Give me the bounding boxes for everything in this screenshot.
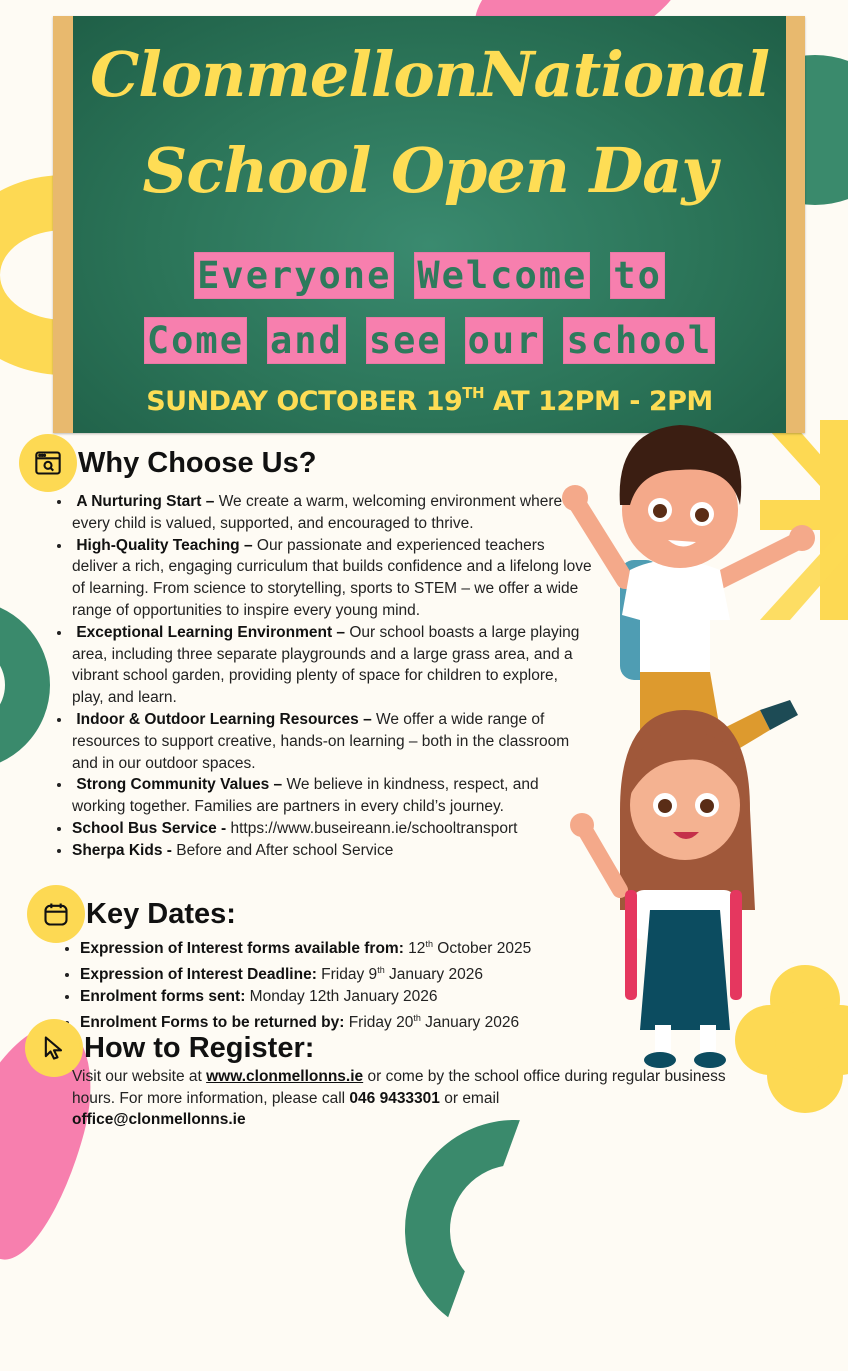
item-label: School Bus Service - bbox=[72, 819, 227, 837]
date-ordinal: TH bbox=[462, 384, 485, 402]
decor-green-arc bbox=[0, 600, 50, 770]
banner-word: to bbox=[610, 252, 665, 299]
item-text: We believe in kindness, respect, and working together. Families are partners in every child’s journey. bbox=[72, 776, 539, 816]
bus-service-url: https://www.buseireann.ie/schooltransport bbox=[226, 819, 518, 837]
why-choose-us-heading bbox=[22, 437, 316, 489]
banner-word: our bbox=[465, 317, 544, 364]
item-text: Our passionate and experienced teachers deliver a rich, engaging curriculum that builds confidence and a lifelong love of learning. From science to storytelling, sports to STEM – we offer a wide range of opportunities to inspire every young mind. bbox=[72, 536, 592, 619]
list-item bbox=[72, 622, 592, 709]
item-label: High-Quality Teaching – bbox=[76, 536, 253, 554]
date-ordinal: th bbox=[377, 964, 385, 975]
item-text: We offer a wide range of resources to support creative, hands-on learning – both in the classroom and in our outdoor spaces. bbox=[72, 710, 570, 772]
browser-search-icon bbox=[22, 437, 74, 489]
calendar-icon bbox=[30, 888, 82, 940]
key-dates-heading bbox=[30, 888, 236, 940]
date-label: Enrolment forms sent: bbox=[80, 987, 246, 1005]
date-value: Friday 20 bbox=[344, 1013, 414, 1031]
banner-word: and bbox=[267, 317, 346, 364]
why-choose-us-list bbox=[50, 491, 592, 862]
list-item bbox=[72, 774, 592, 818]
date-ordinal: th bbox=[425, 939, 433, 949]
section-title: Key Dates: bbox=[86, 897, 236, 930]
item-text: Our school boasts a large playing area, including three separate playgrounds and a large grass area, and a vibrant school garden, providing plenty of space for children to explore, play, and learn. bbox=[72, 623, 580, 707]
date-label: Expression of Interest Deadline: bbox=[80, 966, 317, 984]
date-value: October 2025 bbox=[432, 940, 532, 958]
date-value: 12 bbox=[403, 940, 426, 958]
date-label: Expression of Interest forms available from: bbox=[80, 940, 404, 958]
item-text: Before and After school Service bbox=[171, 841, 394, 859]
item-label: Indoor & Outdoor Learning Resources – bbox=[76, 710, 372, 728]
welcome-banner-line-1 bbox=[73, 254, 786, 297]
list-item bbox=[72, 818, 592, 840]
decor-green-arc-bottom bbox=[374, 1089, 656, 1371]
list-item bbox=[72, 840, 592, 862]
section-title: Why Choose Us? bbox=[78, 446, 317, 479]
children-illustration bbox=[560, 410, 830, 1070]
email-address[interactable]: office@clonmellonns.ie bbox=[72, 1111, 246, 1128]
banner-word: Come bbox=[144, 317, 247, 364]
item-label: Sherpa Kids - bbox=[72, 841, 172, 859]
register-paragraph bbox=[72, 1066, 732, 1131]
date-ordinal: th bbox=[413, 1012, 421, 1023]
school-name-title: ClonmellonNational bbox=[89, 38, 770, 111]
banner-word: Everyone bbox=[194, 252, 394, 299]
item-text: We create a warm, welcoming environment where every child is valued, supported, and encouraged to thrive. bbox=[72, 493, 563, 532]
event-time: AT 12PM - 2PM bbox=[484, 386, 713, 417]
date-value: January 2026 bbox=[420, 1013, 520, 1031]
event-date: SUNDAY OCTOBER 19 bbox=[146, 386, 463, 417]
register-text: or email bbox=[439, 1089, 500, 1107]
date-label: Enrolment Forms to be returned by: bbox=[80, 1013, 345, 1031]
welcome-banner-line-2 bbox=[73, 319, 786, 362]
list-item bbox=[80, 986, 600, 1008]
register-text: Visit our website at bbox=[72, 1068, 207, 1085]
date-value: January 2026 bbox=[384, 966, 483, 984]
register-text: or come by the school office during regular business hours. For more information, please call bbox=[72, 1068, 726, 1107]
chalkboard-surface bbox=[73, 16, 786, 433]
list-item bbox=[72, 491, 592, 535]
key-dates-list bbox=[58, 934, 600, 1034]
banner-word: school bbox=[563, 317, 715, 364]
chalkboard-banner bbox=[53, 16, 805, 433]
list-item bbox=[80, 960, 600, 986]
banner-word: see bbox=[366, 317, 445, 364]
item-label: Exceptional Learning Environment – bbox=[76, 623, 346, 641]
open-day-title: School Open Day bbox=[142, 134, 717, 207]
date-value: Monday 12th January 2026 bbox=[245, 987, 438, 1005]
website-link[interactable]: www.clonmellonns.ie bbox=[206, 1068, 364, 1085]
banner-word: Welcome bbox=[414, 252, 590, 299]
date-value: Friday 9 bbox=[316, 966, 378, 984]
list-item bbox=[72, 709, 592, 774]
item-label: Strong Community Values – bbox=[76, 776, 283, 794]
list-item bbox=[80, 934, 600, 960]
section-title: How to Register: bbox=[84, 1031, 315, 1064]
phone-number: 046 9433301 bbox=[349, 1089, 440, 1107]
list-item bbox=[72, 535, 592, 622]
item-label: A Nurturing Start – bbox=[76, 493, 215, 510]
